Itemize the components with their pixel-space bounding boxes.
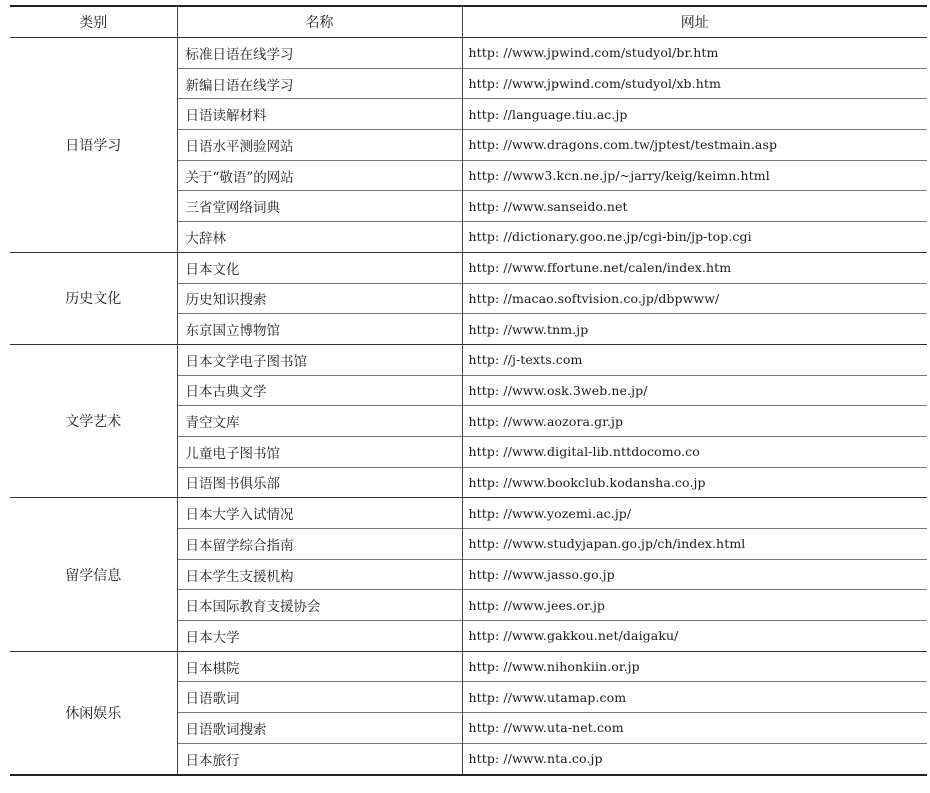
site-name-cell: 关于“敬语”的网站: [177, 160, 462, 191]
site-url-cell: http: //dictionary.goo.ne.jp/cgi-bin/jp-top.cgi: [462, 222, 927, 253]
site-name-cell: 日本旅行: [177, 743, 462, 774]
site-url-cell: http: //www.jpwind.com/studyol/xb.htm: [462, 68, 927, 99]
site-url-cell: http: //www.digital-lib.nttdocomo.co: [462, 436, 927, 467]
site-url-cell: http: //www.yozemi.ac.jp/: [462, 498, 927, 529]
header-url: 网址: [462, 6, 927, 38]
site-url-cell: http: //www.jpwind.com/studyol/br.htm: [462, 38, 927, 69]
website-table: [10, 5, 927, 776]
site-name-cell: 日语歌词搜索: [177, 713, 462, 744]
site-name-cell: 大辞林: [177, 222, 462, 253]
table-row: [10, 344, 927, 375]
site-url-cell: http: //www.ffortune.net/calen/index.htm: [462, 252, 927, 283]
site-name-cell: 儿童电子图书馆: [177, 436, 462, 467]
category-cell: 休闲娱乐: [10, 651, 177, 774]
table-row: [10, 498, 927, 529]
site-name-cell: 日本大学入试情况: [177, 498, 462, 529]
site-name-cell: 日本留学综合指南: [177, 529, 462, 560]
site-name-cell: 青空文库: [177, 406, 462, 437]
site-name-cell: 日本棋院: [177, 651, 462, 682]
site-name-cell: 日本学生支援机构: [177, 559, 462, 590]
site-url-cell: http: //www.gakkou.net/daigaku/: [462, 621, 927, 652]
site-url-cell: http: //www.studyjapan.go.jp/ch/index.html: [462, 529, 927, 560]
site-name-cell: 日本国际教育支援协会: [177, 590, 462, 621]
table-row: [10, 252, 927, 283]
table-row: [10, 651, 927, 682]
site-url-cell: http: //www.dragons.com.tw/jptest/testmain.asp: [462, 130, 927, 161]
site-url-cell: http: //www.jees.or.jp: [462, 590, 927, 621]
site-url-cell: http: //www.nihonkiin.or.jp: [462, 651, 927, 682]
category-cell: 文学艺术: [10, 344, 177, 497]
site-url-cell: http: //www.sanseido.net: [462, 191, 927, 222]
site-url-cell: http: //j-texts.com: [462, 344, 927, 375]
site-name-cell: 历史知识搜索: [177, 283, 462, 314]
site-name-cell: 日语读解材料: [177, 99, 462, 130]
category-cell: 历史文化: [10, 252, 177, 344]
header-name: 名称: [177, 6, 462, 38]
site-name-cell: 日本古典文学: [177, 375, 462, 406]
site-name-cell: 日本大学: [177, 621, 462, 652]
site-url-cell: http: //macao.softvision.co.jp/dbpwww/: [462, 283, 927, 314]
header-category: 类别: [79, 15, 108, 31]
site-name-cell: 三省堂网络词典: [177, 191, 462, 222]
site-url-cell: http: //www.jasso.go.jp: [462, 559, 927, 590]
site-url-cell: http: //www3.kcn.ne.jp/~jarry/keig/keimn.html: [462, 160, 927, 191]
site-url-cell: http: //www.bookclub.kodansha.co.jp: [462, 467, 927, 498]
site-url-cell: http: //www.utamap.com: [462, 682, 927, 713]
site-url-cell: http: //www.aozora.gr.jp: [462, 406, 927, 437]
table-header-row: [10, 6, 927, 38]
site-name-cell: 日语图书俱乐部: [177, 467, 462, 498]
site-name-cell: 日语水平测验网站: [177, 130, 462, 161]
site-url-cell: http: //www.uta-net.com: [462, 713, 927, 744]
site-url-cell: http: //www.tnm.jp: [462, 314, 927, 345]
table-body: [10, 38, 927, 775]
site-name-cell: 标准日语在线学习: [177, 38, 462, 69]
category-cell: 日语学习: [10, 38, 177, 253]
website-table-container: [10, 5, 927, 776]
site-url-cell: http: //language.tiu.ac.jp: [462, 99, 927, 130]
site-name-cell: 新编日语在线学习: [177, 68, 462, 99]
site-name-cell: 日本文化: [177, 252, 462, 283]
site-name-cell: 日本文学电子图书馆: [177, 344, 462, 375]
category-cell: 留学信息: [10, 498, 177, 651]
site-name-cell: 东京国立博物馆: [177, 314, 462, 345]
site-url-cell: http: //www.nta.co.jp: [462, 743, 927, 774]
table-row: [10, 38, 927, 69]
site-url-cell: http: //www.osk.3web.ne.jp/: [462, 375, 927, 406]
site-name-cell: 日语歌词: [177, 682, 462, 713]
